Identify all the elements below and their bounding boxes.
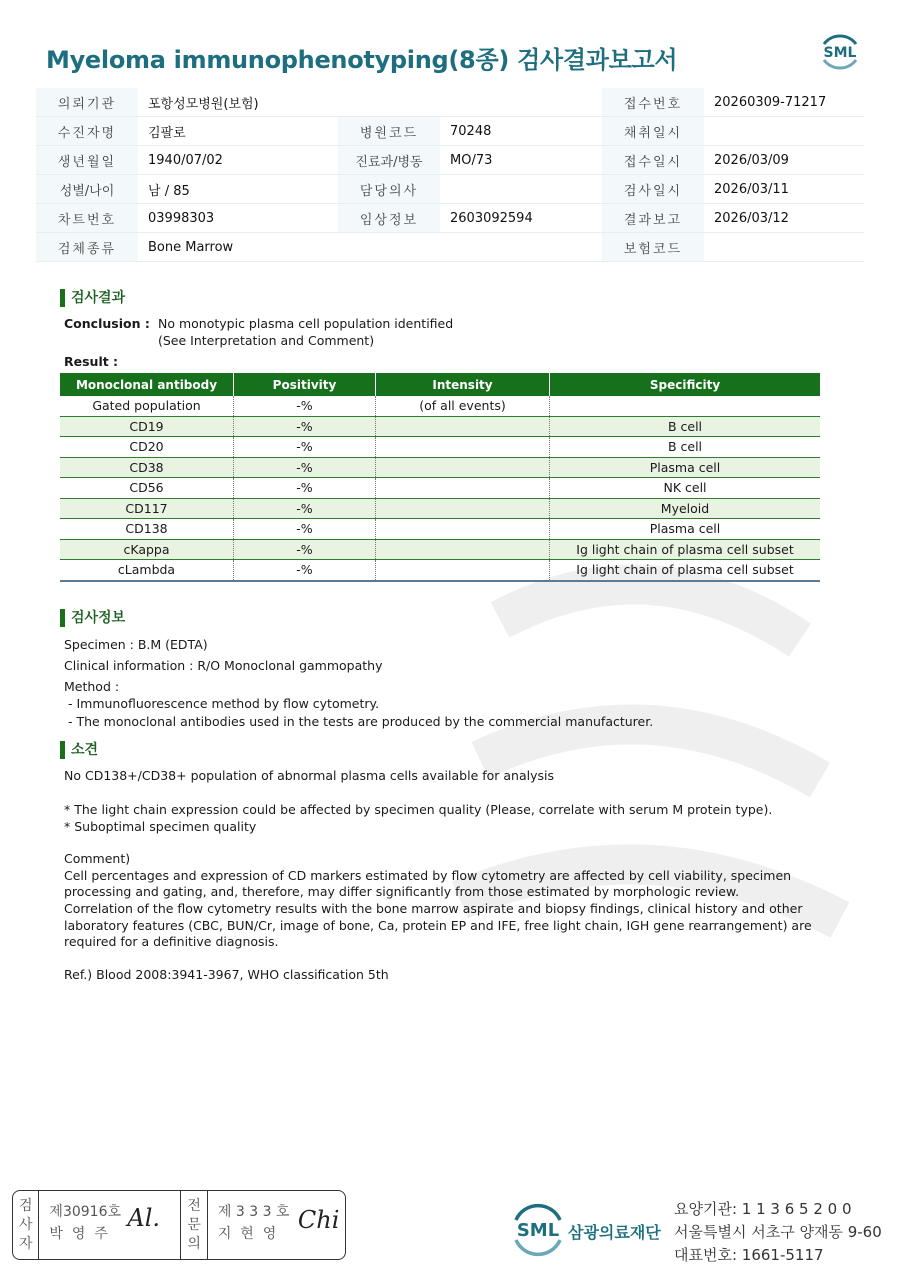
label-insurance-code: 보험코드	[602, 233, 704, 262]
section-title-findings: 소견	[60, 741, 98, 759]
value-hospital-code: 70248	[440, 117, 602, 146]
examiner-box	[39, 1191, 181, 1259]
cell-antibody: CD19	[60, 416, 234, 437]
cell-positivity: -%	[234, 498, 376, 519]
column-header-positivity: Positivity	[234, 373, 376, 396]
cell-specificity: B cell	[550, 416, 821, 437]
page-title: Myeloma immunophenotyping(8종) 검사결과보고서	[46, 46, 678, 74]
footer-sml-logo-icon	[510, 1200, 566, 1258]
cell-antibody: CD138	[60, 519, 234, 540]
patient-info-table	[36, 88, 864, 262]
cell-antibody: CD56	[60, 478, 234, 499]
method-label: Method :	[64, 679, 120, 694]
value-department-ward: MO/73	[440, 146, 602, 175]
label-clinical-info: 임상정보	[338, 204, 440, 233]
cell-intensity	[376, 437, 550, 458]
comment-line-4: laboratory features (CBC, BUN/Cr, image of bone, Ca, protein EP and IFE, free light chain, IGH gene rearrangement) are	[64, 918, 812, 933]
comment-line-5: required for a definitive diagnosis.	[64, 934, 279, 949]
clinical-info-text: Clinical information : R/O Monoclonal gammopathy	[64, 658, 383, 673]
label-receipt-date: 접수일시	[602, 146, 704, 175]
svg-text:SML: SML	[823, 45, 857, 61]
comment-line-2: processing and gating, and, therefore, may differ significantly from those estimated by morphologic review.	[64, 884, 740, 899]
comment-line-3: Correlation of the flow cytometry results with the bone marrow aspirate and biopsy findings, clinical history and other	[64, 901, 803, 916]
cell-specificity: Myeloid	[550, 498, 821, 519]
cell-intensity: (of all events)	[376, 396, 550, 416]
table-row	[60, 498, 820, 519]
value-birth-date: 1940/07/02	[138, 146, 338, 175]
institution-code: 요양기관: 1 1 3 6 5 2 0 0	[674, 1200, 852, 1218]
specialist-license-no: 제 3 3 3 호	[217, 1204, 290, 1220]
label-physician: 담당의사	[338, 175, 440, 204]
specialist-label: 전 문 의	[181, 1191, 207, 1259]
cell-specificity: Ig light chain of plasma cell subset	[550, 539, 821, 560]
label-collection-date: 채취일시	[602, 117, 704, 146]
column-header-intensity: Intensity	[376, 373, 550, 396]
cell-specificity: B cell	[550, 437, 821, 458]
label-report-date: 결과보고	[602, 204, 704, 233]
cell-positivity: -%	[234, 519, 376, 540]
comment-label: Comment)	[64, 851, 131, 866]
section-title-test-info: 검사정보	[60, 609, 125, 627]
specimen-text: Specimen : B.M (EDTA)	[64, 637, 208, 652]
results-table	[60, 373, 820, 582]
label-patient-name: 수진자명	[36, 117, 138, 146]
value-physician	[440, 175, 602, 204]
cell-positivity: -%	[234, 396, 376, 416]
cell-intensity	[376, 539, 550, 560]
comment-line-1: Cell percentages and expression of CD markers estimated by flow cytometry are affected by cell viability, specimen	[64, 868, 792, 883]
table-row	[60, 416, 820, 437]
cell-intensity	[376, 519, 550, 540]
value-requesting-institution: 포항성모병원(보험)	[138, 88, 440, 117]
method-line-1: - Immunofluorescence method by flow cytometry.	[64, 696, 380, 711]
label-birth-date: 생년월일	[36, 146, 138, 175]
value-clinical-info: 2603092594	[440, 204, 602, 233]
cell-specificity: Plasma cell	[550, 519, 821, 540]
cell-intensity	[376, 416, 550, 437]
table-row	[60, 437, 820, 458]
address: 서울특별시 서초구 양재동 9-60	[674, 1223, 882, 1241]
cell-positivity: -%	[234, 478, 376, 499]
column-header-antibody: Monoclonal antibody	[60, 373, 234, 396]
table-row	[60, 519, 820, 540]
label-chart-no: 차트번호	[36, 204, 138, 233]
value-patient-name: 김팔로	[138, 117, 338, 146]
value-collection-date	[704, 117, 864, 146]
value-insurance-code	[704, 233, 864, 262]
value-receipt-date: 2026/03/09	[704, 146, 864, 175]
cell-positivity: -%	[234, 416, 376, 437]
label-sex-age: 성별/나이	[36, 175, 138, 204]
cell-positivity: -%	[234, 539, 376, 560]
examiner-license-no: 제30916호	[49, 1204, 122, 1220]
label-test-date: 검사일시	[602, 175, 704, 204]
value-test-date: 2026/03/11	[704, 175, 864, 204]
conclusion-line-1: No monotypic plasma cell population identified	[158, 316, 454, 331]
cell-intensity	[376, 560, 550, 581]
examiner-signature: Al.	[127, 1204, 161, 1232]
cell-antibody: CD117	[60, 498, 234, 519]
signature-box	[12, 1190, 346, 1260]
cell-intensity	[376, 498, 550, 519]
cell-antibody: cLambda	[60, 560, 234, 581]
value-sex-age: 남 / 85	[138, 175, 338, 204]
table-row	[60, 539, 820, 560]
table-row	[60, 457, 820, 478]
cell-intensity	[376, 478, 550, 499]
cell-specificity	[550, 396, 821, 416]
cell-antibody: Gated population	[60, 396, 234, 416]
findings-note-1: * The light chain expression could be affected by specimen quality (Please, correlate with serum M protein type).	[64, 802, 773, 817]
table-row	[60, 560, 820, 581]
findings-note-2: * Suboptimal specimen quality	[64, 819, 257, 834]
sml-logo-icon	[816, 28, 864, 76]
examiner-label: 검 사 자	[13, 1191, 39, 1259]
table-row	[60, 396, 820, 416]
findings-line-1: No CD138+/CD38+ population of abnormal plasma cells available for analysis	[64, 768, 555, 783]
conclusion-line-2: (See Interpretation and Comment)	[158, 333, 375, 348]
value-report-date: 2026/03/12	[704, 204, 864, 233]
cell-antibody: CD20	[60, 437, 234, 458]
svg-text:SML: SML	[516, 1220, 560, 1241]
conclusion-label: Conclusion :	[64, 316, 150, 331]
cell-positivity: -%	[234, 437, 376, 458]
value-chart-no: 03998303	[138, 204, 338, 233]
cell-intensity	[376, 457, 550, 478]
cell-antibody: CD38	[60, 457, 234, 478]
result-label: Result :	[64, 354, 119, 369]
label-specimen-type: 검체종류	[36, 233, 138, 262]
footer-org-name: 삼광의료재단	[568, 1223, 661, 1242]
specialist-box	[208, 1191, 345, 1259]
column-header-specificity: Specificity	[550, 373, 821, 396]
label-hospital-code: 병원코드	[338, 117, 440, 146]
phone-number: 대표번호: 1661-5117	[674, 1246, 824, 1264]
cell-specificity: Plasma cell	[550, 457, 821, 478]
specialist-signature: Chi	[297, 1206, 340, 1234]
method-line-2: - The monoclonal antibodies used in the tests are produced by the commercial manufacturer.	[64, 714, 654, 729]
value-specimen-type: Bone Marrow	[138, 233, 602, 262]
table-row	[60, 478, 820, 499]
cell-specificity: NK cell	[550, 478, 821, 499]
label-accession-no: 접수번호	[602, 88, 704, 117]
specialist-name: 지 현 영	[217, 1226, 277, 1242]
value-accession-no: 20260309-71217	[704, 88, 864, 117]
cell-positivity: -%	[234, 560, 376, 581]
section-title-results: 검사결과	[60, 289, 125, 307]
reference-text: Ref.) Blood 2008:3941-3967, WHO classification 5th	[64, 967, 389, 982]
cell-specificity: Ig light chain of plasma cell subset	[550, 560, 821, 581]
watermark-logo	[420, 560, 880, 1040]
label-requesting-institution: 의뢰기관	[36, 88, 138, 117]
cell-positivity: -%	[234, 457, 376, 478]
examiner-name: 박 영 주	[49, 1226, 108, 1242]
cell-antibody: cKappa	[60, 539, 234, 560]
label-department-ward: 진료과/병동	[338, 146, 440, 175]
footer-info	[674, 1198, 882, 1267]
